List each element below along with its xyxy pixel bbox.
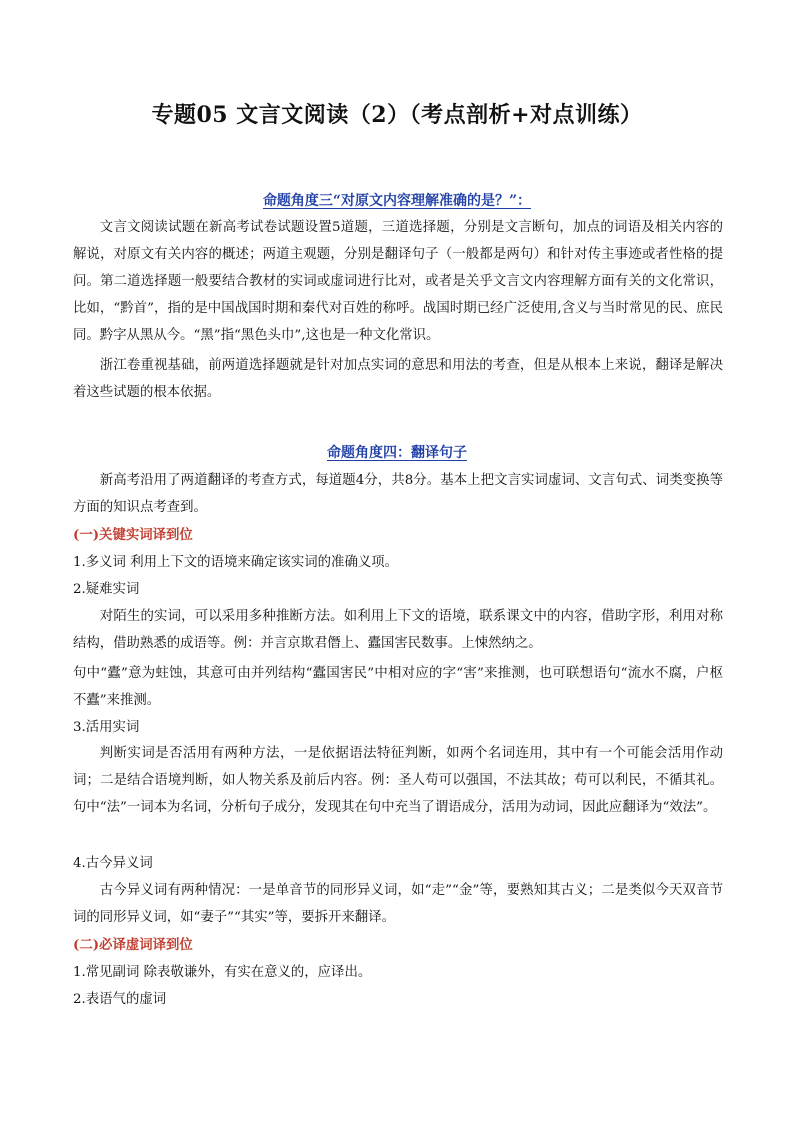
paragraph-translation-intro: 新高考沿用了两道翻译的考查方式，每道题4分，共8分。基本上把文言实词虚词、文言句式、词类变换等方面的知识点考查到。 [73, 473, 723, 515]
paragraph-zhejiang: 浙江卷重视基础，前两道选择题就是针对加点实词的意思和用法的考查，但是从根本上来说，翻译是解决着这些试题的根本依据。 [73, 358, 723, 400]
paragraph-flexible-use: 判断实词是否活用有两种方法，一是依据语法特征判断，如两个名词连用，其中有一个可能会活用作动词；二是结合语境判断，如人物关系及前后内容。例：圣人苟可以强国，不法其故；苟可以利民，不循其礼。句中“法”一词本为名词，分析句子成分，发现其在句中充当了谓语成分，活用为动词，因此应翻译为“效法”。 [73, 746, 723, 815]
list-item-ancient-modern: 4.古今异义词 [73, 856, 153, 871]
section-heading-angle-4: 命题角度四：翻译句子 [327, 445, 467, 461]
paragraph-difficult-words: 对陌生的实词，可以采用多种推断方法。如利用上下文的语境，联系课文中的内容，借助字形，利用对称结构，借助熟悉的成语等。例：并言京欺君僭上、蠹国害民数事。上悚然纳之。 [73, 609, 723, 651]
list-item-polysemy: 1.多义词 利用上下文的语境来确定该实词的准确义项。 [73, 555, 399, 570]
paragraph-du-explanation: 句中“蠹”意为蛀蚀，其意可由并列结构“蠹国害民”中相对应的字“害”来推测，也可联想语句“流水不腐，户枢不蠹”来推测。 [73, 666, 723, 708]
section-heading-angle-3: 命题角度三“对原文内容理解准确的是？”： [262, 193, 532, 209]
list-item-difficult-words: 2.疑难实词 [73, 582, 140, 597]
paragraph-ancient-modern: 古今异义词有两种情况：一是单音节的同形异义词，如“走”“金”等，要熟知其古义；二是类似今天双音节词的同形异义词，如“妻子”“其实”等，要拆开来翻译。 [73, 883, 723, 925]
list-item-adverbs: 1.常见副词 除表敬谦外，有实在意义的，应译出。 [73, 965, 372, 980]
document-title: 专题05 文言文阅读（2）（考点剖析+对点训练） [151, 102, 643, 128]
paragraph-exam-structure: 文言文阅读试题在新高考试卷试题设置5道题，三道选择题，分别是文言断句，加点的词语及相关内容的解说，对原文有关内容的概述；两道主观题，分别是翻译句子（一般都是两句）和针对传主事迹或者性格的提问。第二道选择题一般要结合教材的实词或虚词进行比对，或者是关乎文言文内容理解方面有关的文化常识，比如，“黔首”，指的是中国战国时期和秦代对百姓的称呼。战国时期已经广泛使用,含义与当时常见的民、庶民同。黔字从黑从今。“黑”指“黑色头巾”,这也是一种文化常识。 [73, 220, 723, 343]
subheading-function-words: (二)必译虚词译到位 [73, 937, 193, 953]
list-item-flexible-use: 3.活用实词 [73, 720, 140, 735]
subheading-key-notional-words: (一)关键实词译到位 [73, 527, 193, 543]
list-item-mood-particles: 2.表语气的虚词 [73, 992, 167, 1007]
